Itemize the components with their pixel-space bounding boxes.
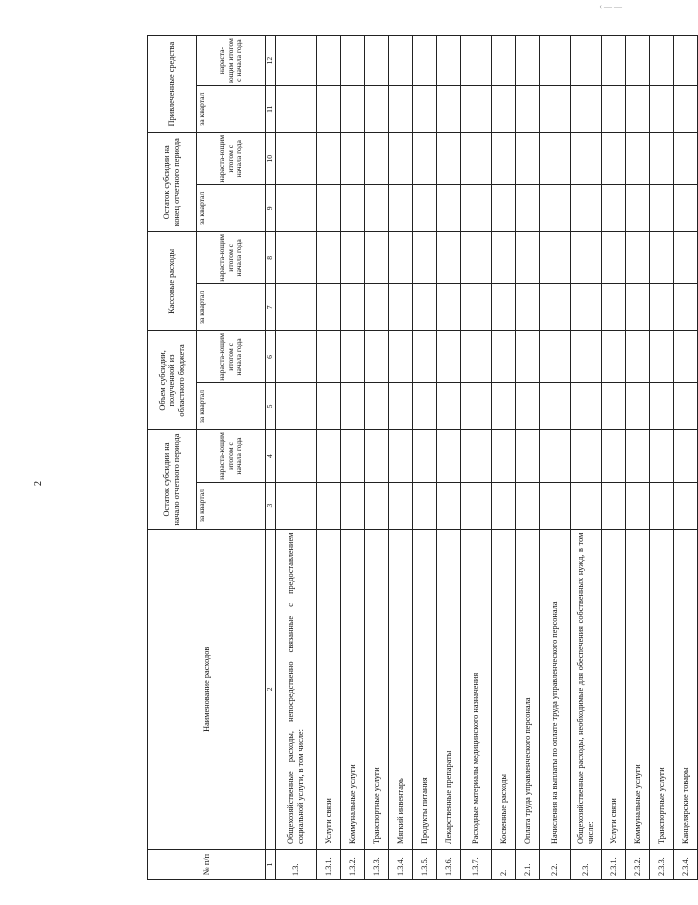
header-group: Привлеченные средства [148,36,197,133]
value-cell [492,331,516,383]
value-cell [674,232,698,284]
value-cell [341,86,365,133]
value-cell [437,86,461,133]
value-cell [492,430,516,482]
row-name: Общехозяйственные расходы, непосредственно связанные с предоставлением социальной услуги, в том числе: [276,529,317,849]
value-cell [365,86,389,133]
value-cell [602,185,626,232]
value-cell [540,185,571,232]
row-code: 2.3.2. [626,849,650,879]
value-cell [674,86,698,133]
value-cell [389,133,413,185]
value-cell [437,482,461,529]
value-cell [317,383,341,430]
row-name: Начисления на выплаты по оплате труда управленческого персонала [540,529,571,849]
column-number: 1 [266,849,276,879]
row-name: Косвенные расходы [492,529,516,849]
row-code: 1.3.3. [365,849,389,879]
page-number: 2 [33,481,44,486]
value-cell [540,36,571,86]
value-cell [365,133,389,185]
value-cell [650,86,674,133]
value-cell [341,383,365,430]
value-cell [461,36,492,86]
value-cell [389,383,413,430]
value-cell [626,331,650,383]
value-cell [571,383,602,430]
value-cell [516,482,540,529]
value-cell [276,36,317,86]
value-cell [365,36,389,86]
value-cell [602,383,626,430]
value-cell [540,232,571,284]
value-cell [540,482,571,529]
row-name: Продукты питания [413,529,437,849]
row-code: 1.3.7. [461,849,492,879]
value-cell [650,36,674,86]
row-code: 1.3.1. [317,849,341,879]
value-cell [365,331,389,383]
value-cell [602,36,626,86]
value-cell [413,430,437,482]
value-cell [674,284,698,331]
row-code: 1.3.2. [341,849,365,879]
row-code: 1.3.5. [413,849,437,879]
value-cell [317,133,341,185]
row-name: Коммунальные услуги [341,529,365,849]
value-cell [317,331,341,383]
column-number: 8 [266,232,276,284]
table-row [437,36,461,880]
value-cell [650,284,674,331]
value-cell [461,430,492,482]
value-cell [389,331,413,383]
value-cell [674,383,698,430]
row-code: 2.3. [571,849,602,879]
value-cell [389,482,413,529]
value-cell [389,86,413,133]
header-cumulative: нараста-ющим итогом с начала года [197,133,266,185]
value-cell [540,383,571,430]
value-cell [389,185,413,232]
report-sheet [147,35,690,880]
value-cell [650,482,674,529]
value-cell [626,232,650,284]
value-cell [276,232,317,284]
value-cell [571,331,602,383]
value-cell [276,430,317,482]
value-cell [341,185,365,232]
table-row [317,36,341,880]
value-cell [516,430,540,482]
value-cell [341,482,365,529]
value-cell [389,284,413,331]
table-row [389,36,413,880]
header-cumulative: нараста-ющим итогом с начала года [197,36,266,86]
value-cell [516,86,540,133]
header-quarter: за квартал [197,383,266,430]
row-name: Расходные материалы медицинского назначения [461,529,492,849]
value-cell [461,331,492,383]
value-cell [317,482,341,529]
value-cell [516,185,540,232]
column-number: 9 [266,185,276,232]
value-cell [516,232,540,284]
value-cell [365,284,389,331]
value-cell [674,331,698,383]
value-cell [437,383,461,430]
value-cell [602,331,626,383]
value-cell [650,383,674,430]
value-cell [413,185,437,232]
column-numbers-row [266,36,276,880]
value-cell [650,430,674,482]
row-name: Лекарственные препараты [437,529,461,849]
row-name: Услуги связи [317,529,341,849]
value-cell [437,185,461,232]
value-cell [650,133,674,185]
value-cell [571,133,602,185]
row-name: Общехозяйственные расходы, необходимые для обеспечения собственных нужд, в том числе: [571,529,602,849]
row-code: 2.3.3. [650,849,674,879]
table-row [540,36,571,880]
value-cell [413,284,437,331]
value-cell [461,284,492,331]
value-cell [341,36,365,86]
value-cell [492,383,516,430]
value-cell [571,232,602,284]
row-name: Мягкий инвентарь [389,529,413,849]
row-code: 2.1. [516,849,540,879]
column-number: 6 [266,331,276,383]
value-cell [492,232,516,284]
value-cell [626,482,650,529]
value-cell [674,430,698,482]
value-cell [437,232,461,284]
value-cell [540,284,571,331]
row-code: 2.2. [540,849,571,879]
column-number: 3 [266,482,276,529]
value-cell [626,284,650,331]
row-code: 1.3.6. [437,849,461,879]
value-cell [516,36,540,86]
value-cell [674,185,698,232]
value-cell [276,185,317,232]
value-cell [650,185,674,232]
column-number: 4 [266,430,276,482]
value-cell [516,284,540,331]
value-cell [540,430,571,482]
value-cell [317,430,341,482]
value-cell [626,383,650,430]
value-cell [492,482,516,529]
value-cell [626,86,650,133]
value-cell [650,331,674,383]
value-cell [413,482,437,529]
value-cell [341,284,365,331]
value-cell [602,232,626,284]
value-cell [317,86,341,133]
row-code: 1.3.4. [389,849,413,879]
value-cell [437,133,461,185]
value-cell [674,36,698,86]
column-number: 11 [266,86,276,133]
header-cumulative: нараста-ющим итогом с начала года [197,430,266,482]
value-cell [602,284,626,331]
corner-mark: ‹ — — [599,2,622,11]
header-group: Объем субсидии, полученной из областного бюджета [148,331,197,430]
value-cell [341,331,365,383]
value-cell [276,383,317,430]
value-cell [540,86,571,133]
row-name: Транспортные услуги [650,529,674,849]
value-cell [461,232,492,284]
value-cell [276,133,317,185]
value-cell [492,284,516,331]
value-cell [413,383,437,430]
value-cell [626,36,650,86]
table-row [571,36,602,880]
value-cell [317,36,341,86]
value-cell [317,284,341,331]
value-cell [276,482,317,529]
value-cell [276,331,317,383]
value-cell [626,133,650,185]
header-group: Остаток субсидии на начало отчетного периода [148,430,197,529]
header-cumulative: нараста-ющим итогом с начала года [197,331,266,383]
value-cell [492,133,516,185]
header-quarter: за квартал [197,284,266,331]
value-cell [437,284,461,331]
value-cell [516,331,540,383]
value-cell [365,383,389,430]
value-cell [413,232,437,284]
row-code: 2.3.4. [674,849,698,879]
row-name: Услуги связи [602,529,626,849]
value-cell [413,331,437,383]
header-quarter: за квартал [197,86,266,133]
row-name: Транспортные услуги [365,529,389,849]
header-quarter: за квартал [197,482,266,529]
header-quarter: за квартал [197,185,266,232]
table-row [461,36,492,880]
value-cell [437,36,461,86]
header-row-groups [148,36,197,880]
value-cell [674,133,698,185]
value-cell [602,133,626,185]
row-code: 2. [492,849,516,879]
value-cell [317,185,341,232]
value-cell [317,232,341,284]
table-row [516,36,540,880]
value-cell [437,331,461,383]
table-row [674,36,698,880]
value-cell [650,232,674,284]
value-cell [413,86,437,133]
value-cell [626,430,650,482]
header-group: Остаток субсидии на конец отчетного периода [148,133,197,232]
value-cell [341,232,365,284]
value-cell [540,331,571,383]
value-cell [602,430,626,482]
value-cell [437,430,461,482]
row-name: Оплата труда управленческого персонала [516,529,540,849]
table-row [413,36,437,880]
value-cell [571,430,602,482]
value-cell [571,482,602,529]
row-code: 2.3.1. [602,849,626,879]
value-cell [492,86,516,133]
value-cell [571,36,602,86]
table-row [602,36,626,880]
value-cell [571,86,602,133]
value-cell [492,185,516,232]
value-cell [389,232,413,284]
table-row [626,36,650,880]
value-cell [461,383,492,430]
value-cell [602,86,626,133]
value-cell [413,36,437,86]
value-cell [492,36,516,86]
row-name: Коммунальные услуги [626,529,650,849]
value-cell [571,185,602,232]
value-cell [461,185,492,232]
value-cell [276,284,317,331]
expense-report-table [147,35,698,880]
value-cell [341,133,365,185]
column-number: 5 [266,383,276,430]
value-cell [389,430,413,482]
value-cell [571,284,602,331]
value-cell [461,482,492,529]
header-num: № п/п [148,849,266,879]
value-cell [365,232,389,284]
value-cell [276,86,317,133]
column-number: 7 [266,284,276,331]
value-cell [413,133,437,185]
value-cell [365,430,389,482]
table-row [650,36,674,880]
table-row [276,36,317,880]
value-cell [626,185,650,232]
value-cell [365,482,389,529]
table-row [365,36,389,880]
row-name: Канцелярские товары [674,529,698,849]
value-cell [389,36,413,86]
row-code: 1.3. [276,849,317,879]
value-cell [602,482,626,529]
table-row [341,36,365,880]
column-number: 2 [266,529,276,849]
value-cell [516,383,540,430]
header-name: Наименование расходов [148,529,266,849]
value-cell [341,430,365,482]
value-cell [516,133,540,185]
column-number: 12 [266,36,276,86]
value-cell [461,133,492,185]
column-number: 10 [266,133,276,185]
value-cell [674,482,698,529]
table-row [492,36,516,880]
value-cell [365,185,389,232]
header-group: Кассовые расходы [148,232,197,331]
header-cumulative: нараста-ющим итогом с начала года [197,232,266,284]
value-cell [540,133,571,185]
value-cell [461,86,492,133]
